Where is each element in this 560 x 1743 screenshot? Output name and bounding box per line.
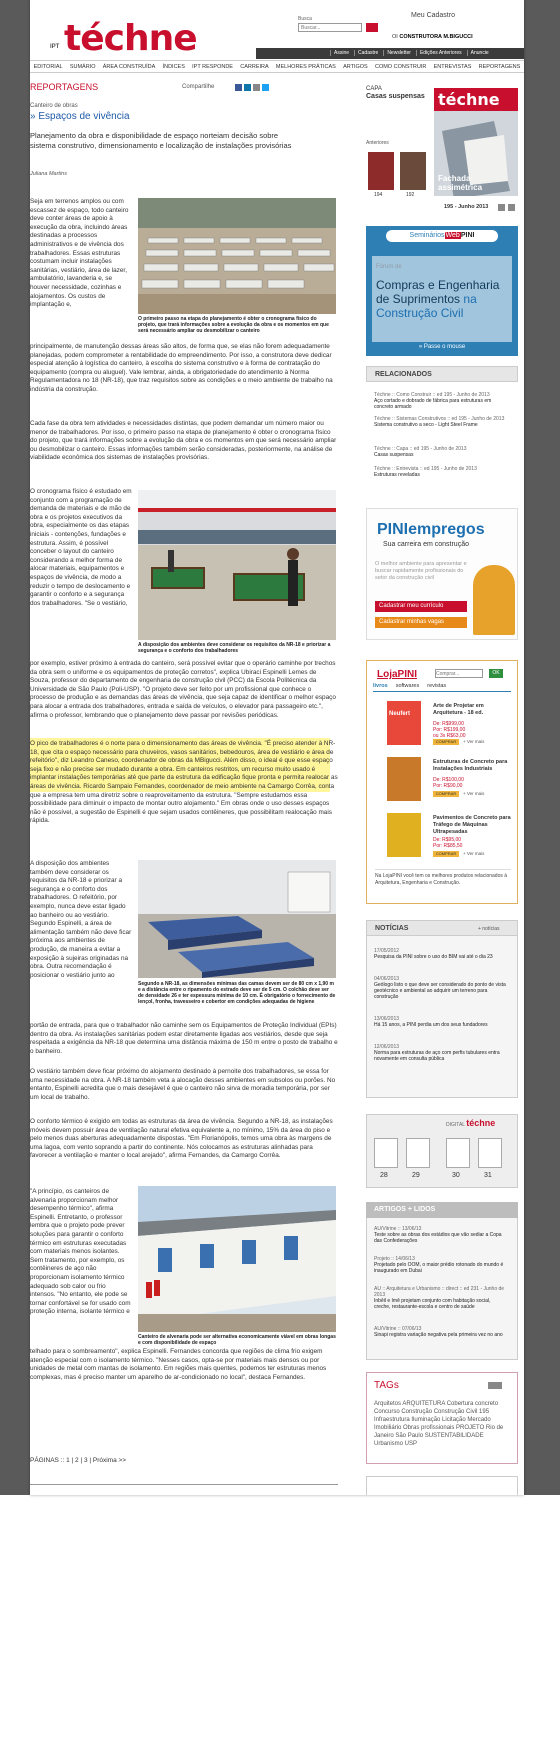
page-background-left (0, 0, 30, 1495)
article-divider (30, 1484, 338, 1485)
news-more-link[interactable]: + notícias (478, 926, 500, 932)
related-title: Sistema construtivo a seco - Light Steel Frame (374, 422, 478, 428)
buy-button[interactable]: COMPRAR (433, 851, 459, 857)
techne-logo[interactable]: téchne (64, 18, 197, 59)
current-cover[interactable] (434, 88, 518, 196)
news-date: 04/06/2013 (374, 976, 400, 982)
article-source: AU/Vitrine :: 07/06/13 (374, 1326, 422, 1332)
tags-toggle-icon[interactable] (488, 1382, 502, 1389)
digital-issue[interactable] (406, 1138, 430, 1168)
photo-construction-site (138, 198, 336, 314)
news-date: 13/06/2013 (374, 1016, 400, 1022)
paragraph-5: A disposição dos ambientes também deve considerar os requisitos da NR-18 e priorizar a segurança e o conforto dos trabalhadores. O refeitório, por exemplo, nunca deve estar ligado ao banheiro ou ao vestiário. Segundo Espinelli, a área de alimentação também não deve ficar próxima aos ambientes de produção, de maneira a evitar a exposição à sujeiras originadas na obra. Outra recomendação é posicionar o vestiário junto ao (30, 860, 132, 979)
product-cover-3[interactable] (387, 813, 421, 857)
loja-tab-softwares[interactable]: softwares (395, 683, 420, 689)
nav-item-melhores-praticas[interactable]: MELHORES PRÁTICAS (275, 63, 336, 70)
product-price-2: Por: R$90,00 (433, 783, 463, 789)
top-links (330, 50, 492, 56)
paragraph-8-continued: telhado para o sombreamento", explica Espinelli. Fernandes concorda que regiões de clima frio exigem atenção especial com o isolamento térmico. "Nesses casos, opta-se por materiais mais densos ou por unidades de metal com mantas de isolamento. Em regiões mais quentes, podemos ter estruturas menos complexas, mas é preciso manter um aparelho de ar-condicionado no local", destaca Fernandes. (30, 1348, 327, 1381)
aerial-site-image (138, 198, 336, 314)
linkedin-icon[interactable] (244, 84, 251, 91)
news-item[interactable] (374, 1044, 508, 1062)
product-title-3[interactable]: Pavimentos de Concreto para Tráfego de Máquinas Ultrapesadas (433, 815, 511, 835)
ad-brand-2: Web (445, 232, 460, 239)
related-header: RELACIONADOS (366, 366, 518, 382)
nav-item-artigos[interactable]: ARTIGOS (343, 63, 368, 70)
nav-item-como-construir[interactable]: COMO CONSTRUIR (374, 63, 427, 70)
search-input[interactable] (298, 23, 362, 32)
article-lead: Planejamento da obra e disponibilidade de espaço norteiam decisão sobre sistema construtivo, dimensionamento e localização de instalações provisórias (30, 131, 292, 150)
digital-issue[interactable] (446, 1138, 470, 1168)
nav-item-indices[interactable]: ÍNDICES (162, 63, 185, 70)
email-icon[interactable] (253, 84, 260, 91)
news-item[interactable] (374, 976, 508, 1000)
nav-item-editorial[interactable]: EDITORIAL (33, 63, 63, 70)
photo-caption-1: O primeiro passo na etapa do planejamento é obter o cronograma físico do projeto, que trará informações sobre a evolução da obra e os momentos em que será necessário ampliar ou desmobilizar o canteiro (138, 316, 329, 334)
paragraph-6: O vestiário também deve ficar próximo do alojamento destinado à pernoite dos trabalhadores, se essa for uma necessidade na obra. A NR-18 também veta a alocação desses ambientes em subsolos ou porões. No entanto, Espinelli acredita que o mais desejável é que o canteiro não sirva de moradia temporária, por ser um local de trabalho. (30, 1068, 336, 1101)
empregos-ad[interactable] (366, 508, 518, 640)
product-cover-2[interactable] (387, 757, 421, 801)
buy-button[interactable]: COMPRAR (433, 739, 459, 745)
photo-dormitory (138, 860, 336, 978)
paragraph-3-continued: por exemplo, estiver próximo à entrada do canteiro, será possível evitar que o operário caminhe por trechos da obra sem o uniforme e os equipamentos de proteção corretos", explica Ubiraci Espinelli Lemes de Souza, professor do departamento de engenharia de construção civil (PCC) da Escola Politécnica da Universidade de São Paulo (Poli-USP). "O projeto deve ser feito por um profissional que conhece o processo de produção e as demandas das áreas de vivência, que seja capaz de identificar o melhor espaço para alocar a entrada dos trabalhadores, entrada e saída de veículos, o elevador para passageiro etc.", afirma o professor, lembrando que o planejamento deve passar por revisões periódicas. (30, 660, 336, 719)
capa-title[interactable]: Casas suspensas (366, 93, 425, 100)
user-greeting (392, 34, 473, 40)
article-source: AU/Vitrine :: 13/06/13 (374, 1226, 422, 1232)
anteriores-label: Anteriores (366, 140, 389, 146)
related-title: Estruturas reveladas (374, 472, 420, 478)
download-icon[interactable] (508, 204, 515, 211)
top-link-register[interactable]: Cadastre (354, 50, 381, 56)
product-cover-1-title: Neufert (389, 711, 411, 717)
related-source: Téchne :: Entrevista :: ed 195 - Junho de 2013 (374, 466, 477, 472)
share-label: Compartilhe (182, 84, 215, 90)
prev-issue-label-1: 194 (374, 192, 383, 198)
article-title: Sinapi registra variação negativa pela primeira vez no ano (374, 1332, 503, 1338)
cover-logo: téchne (434, 88, 518, 111)
related-item[interactable] (374, 466, 508, 478)
cover-headline: Fachada assimétrica (438, 174, 483, 192)
facebook-icon[interactable] (235, 84, 242, 91)
loja-tabs (373, 683, 511, 692)
search-button[interactable] (366, 23, 378, 32)
main-nav (30, 60, 524, 73)
ad-cta[interactable]: » Passe o mouse (418, 344, 466, 350)
photo-caption-3: Segundo a NR-18, as dimensões mínimas das camas devem ser de 80 cm x 1,90 m e a distância entre o ripamento do estrado deve ser de 5 cm. O colchão deve ser de densidade 26 e ter espessura mínima de 10 cm. É obrigatório o fornecimento de lençol, fronha, travesseiro e cobertor em condições adequadas de higiene (138, 981, 336, 1005)
loja-brand: LojaPINI (377, 669, 418, 680)
paragraph-1-continued: principalmente, de manutenção dessas áreas são altos, de forma que, se elas não forem adequadamente planejadas, podem comprometer a rentabilidade do empreendimento. Por isso, a construtora deve dedicar especial atenção à logística do canteiro, à escolha do sistema construtivo e à forma de contratação do equipamento (compra ou aluguel). Vale lembrar, ainda, a obrigatoriedade do atendimento à Norma Regulamentadora no 18 (NR-18), que traz requisitos sobre as condições e o meio ambiente de trabalho na indústria da construção. (30, 343, 333, 393)
current-issue-label: 195 - Junho 2013 (444, 204, 489, 210)
product-old-price-1: De: R$999,00 (433, 721, 464, 727)
see-more-link[interactable]: + Ver mais (463, 791, 485, 796)
news-item[interactable] (374, 948, 508, 960)
sidebar-bottom-box (366, 1476, 518, 1495)
digital-brand (446, 1118, 495, 1128)
paragraph-4: O pico de trabalhadores é o norte para o dimensionamento das áreas de vivência. "É preciso atender à NR-18, que cita o espaço necessário para chuveiros, vasos sanitários, bebedouros, área de vestiário e área de refeitório", diz Leandro Caneso, coordenador de obras da MBigucci. Além disso, o ideal é que esse espaço seja fixo e não precise ser mudado durante a obra. Em canteiros restritos, um recurso muito usado é implantar instalações temporárias até que parte da estrutura da edificação fique pronta e permita realocar as áreas de vivência. Ricardo Sampaio Fernandes, coordenador de meio ambiente na Camargo Corrêa, conta que a empresa tem uma diretriz sobre o reaproveitamento da estrutura. "Sempre estudamos essa possibilidade para diminuir o impacto de montar outro alojamento." Em obras onde o uso desses espaços não é possível, a sugestão de Espinelli é que sejam usados contêineres, que possibilitam realocação mais rápida. (30, 740, 338, 825)
related-title: Aço cortado e dobrado de fábrica para estruturas em concreto armado (374, 398, 492, 410)
photo-recreation-room (138, 490, 336, 640)
paragraph-1: Seja em terrenos amplos ou com escassez de espaço, todo canteiro deve conter áreas de apoio à execução da obra, incluindo áreas destinadas a processos administrativos e de vivência dos trabalhadores. Essas estruturas costumam incluir instalações sanitárias, vestiário, área de lazer, ambulatório, lavanderia e, se houver necessidade, cozinhas e alojamentos. Os custos de implantação e, (30, 198, 129, 309)
nav-item-ipt-responde[interactable]: IPT RESPONDE (192, 63, 233, 70)
loja-ok-button[interactable]: OK (489, 669, 503, 678)
tag-cloud[interactable]: Arquitetos ARQUITETURA Cobertura concreto Concurso Construção Construção Civil 195 Infraestrutura Iluminação Licitação Mercado Imobiliário Obras profissionais PROJETO Rio de Janeiro São Paulo SUSTENTABILIDADE Urbanismo USP (374, 1401, 504, 1447)
article-item[interactable] (374, 1226, 508, 1244)
article-author: Juliana Martins (30, 171, 67, 177)
section-title: REPORTAGENS (30, 82, 99, 92)
twitter-icon[interactable] (262, 84, 269, 91)
article-source: Projeto :: 14/06/13 (374, 1256, 415, 1262)
digital-day: 29 (412, 1172, 420, 1179)
empregos-text: O melhor ambiente para apresentar e buscar rapidamente profissionais do setor da construção civil (375, 561, 467, 581)
news-title: Há 15 anos, a PINI perdia um dos seus fundadores (374, 1022, 488, 1028)
loja-tab-revistas[interactable]: revistas (427, 683, 447, 689)
paragraph-8: "A princípio, os canteiros de alvenaria proporcionam melhor desempenho térmico", afirma Espinelli. Entretanto, o professor lembra que o projeto pode prever soluções para garantir o conforto térmico em estruturas executadas com materiais menos isolantes. Sem tratamento, por exemplo, os contêineres de aço não proporcionam isolamento térmico adequado sob calor ou frio intensos. "No entanto, ele pode se tornar confortável se for usado com proteção interna, isolante térmico e (30, 1188, 131, 1316)
articles-header: ARTIGOS + LIDOS (366, 1202, 518, 1218)
news-box (366, 920, 518, 1098)
dormitory-beds-image (138, 860, 336, 978)
prev-issue-label-2: 192 (406, 192, 415, 198)
user-greeting-prefix: OI (392, 34, 398, 40)
breadcrumb[interactable]: Canteiro de obras (30, 103, 78, 109)
pagination[interactable]: PÁGINAS :: 1 | 2 | 3 | Próxima >> (30, 1457, 127, 1464)
news-date: 12/06/2013 (374, 1044, 400, 1050)
product-cover-1[interactable] (387, 701, 421, 745)
digital-logo: téchne (466, 1118, 496, 1128)
article-item[interactable] (374, 1326, 508, 1338)
photo-caption-2: A disposição dos ambientes deve considerar os requisitos da NR-18 e priorizar a segurança e o conforto dos trabalhadores (138, 642, 331, 654)
pool-table-image (138, 490, 336, 640)
top-link-subscribe[interactable]: Assine (330, 50, 352, 56)
top-link-newsletter[interactable]: Newsletter (383, 50, 414, 56)
product-price-1: Por: R$199,00 (433, 727, 466, 733)
tags-header: TAGs (374, 1380, 399, 1391)
related-title: Casas suspensas (374, 452, 414, 458)
product-old-price-2: De: R$100,00 (433, 777, 464, 783)
product-old-price-3: De: R$95,00 (433, 837, 462, 843)
worker-illustration (473, 565, 515, 635)
paragraph-3: O cronograma físico é estudado em conjunto com a programação de demanda de materiais e de mão de obra e os projetos executivos da obra, especialmente os das etapas iniciais - contenções, fundações e estrutura. Assim, é possível conceber o layout do canteiro considerando a melhor forma de alocar materiais, equipamentos e espaços de vivência, de modo a reduzir o tempo de deslocamento e garantir o conforto e a segurança dos trabalhadores. "Se o vestiário, (30, 488, 132, 607)
digital-issue[interactable] (374, 1138, 398, 1168)
loja-pini (366, 660, 518, 904)
user-name: CONSTRUTORA M.BIGUCCI (399, 34, 473, 40)
article-item[interactable] (374, 1256, 508, 1274)
ad-brand-bar (386, 230, 498, 242)
zoom-icon[interactable] (498, 204, 505, 211)
top-link-previous-editions[interactable]: Edições Anteriores (416, 50, 465, 56)
product-price-3: Por: R$85,50 (433, 843, 463, 849)
article-title-text: Espaços de vivência (38, 111, 130, 122)
ad-title-a: Compras e Engenharia de Suprimentos (376, 278, 500, 306)
ad-title (376, 278, 510, 320)
article-title: » Espaços de vivência (30, 111, 130, 122)
product-title-1[interactable]: Arte de Projetar em Arquitetura - 18 ed. (433, 703, 484, 716)
related-source: Téchne :: Sistemas Construtivos :: ed 195 - Junho de 2013 (374, 416, 505, 422)
site-header (30, 6, 524, 60)
news-title: Geólogo listo o que deve ser considerado do ponto de vista geotécnico e ambiental ao adquirir um terreno para construção (374, 982, 506, 1000)
digital-day: 31 (484, 1172, 492, 1179)
related-source: Téchne :: Capa :: ed 195 - Junho de 2013 (374, 446, 467, 452)
prev-issue-2[interactable] (400, 152, 426, 190)
buy-button[interactable]: COMPRAR (433, 791, 459, 797)
article-item[interactable] (374, 1286, 508, 1310)
ad-title-b: na Construção Civil (376, 292, 477, 320)
loja-search-input[interactable] (435, 669, 483, 678)
prev-issue-1[interactable] (368, 152, 394, 190)
masonry-building-image (138, 1186, 336, 1332)
nav-item-sumario[interactable]: SUMÁRIO (69, 63, 96, 70)
article-title: Teste sobre as obras dos estádios que vão sediar a Copa das Confederações (374, 1232, 502, 1244)
nav-item-entrevistas[interactable]: ENTREVISTAS (433, 63, 472, 70)
related-item[interactable] (374, 416, 508, 428)
article-source: AU :: Arquitetura e Urbanismo :: direct :: ed 231 - Junho de 2013 (374, 1286, 505, 1298)
paragraph-2: Cada fase da obra tem atividades e necessidades distintas, que podem demandar um número maior ou menor de trabalhadores. Por isso, o primeiro passo na etapa de planejamento é obter o cronograma físico do projeto, que trará informações sobre a evolução da obra e os momentos em que será necessário ampliar ou desmobilizar o canteiro. Essas informações também serão consideradas, posteriormente, na análise de viabilidade econômica dos sistemas de instalações provisórias. (30, 420, 337, 462)
article-title: Inbêil e Imê projetam conjunto com habitação social, creche, restaurante-escola e centro de saúde (374, 1298, 491, 1310)
digital-day: 30 (452, 1172, 460, 1179)
digital-issue[interactable] (478, 1138, 502, 1168)
news-header: NOTÍCIAS (366, 920, 518, 936)
article-title: Projetado pelo OOM, o maior prédio rotonado do mundo é inaugurado em Dubai (374, 1262, 504, 1274)
my-register-link[interactable]: Meu Cadastro (411, 12, 455, 19)
nav-item-carreira[interactable]: CARREIRA (240, 63, 269, 70)
empregos-cv-button[interactable]: Cadastrar meu currículo (375, 601, 467, 612)
photo-caption-4: Canteiro de alvenaria pode ser alternativa economicamente viável em obras longas e com disponibilidade de espaço (138, 1334, 336, 1346)
nav-item-reportagens[interactable]: REPORTAGENS (478, 63, 521, 70)
news-date: 17/05/2012 (374, 948, 400, 954)
loja-footer: Na LojaPINI você tem os melhores produtos relacionados à Arquitetura, Engenharia e Construção. (375, 869, 511, 886)
related-source: Téchne :: Como Construir :: ed 195 - Junho de 2013 (374, 392, 490, 398)
ad-brand-1: Seminários (409, 232, 445, 239)
capa-label: CAPA (366, 86, 382, 92)
news-item[interactable] (374, 1016, 508, 1028)
news-title: Norma para estruturas de aço com perfis tubulares entra novamente em consulta pública (374, 1050, 500, 1062)
digital-day: 28 (380, 1172, 388, 1179)
related-item[interactable] (374, 392, 508, 410)
photo-masonry-site (138, 1186, 336, 1332)
product-title-2[interactable]: Estruturas de Concreto para Instalações Industriais (433, 759, 508, 772)
page-background-right (524, 0, 560, 1495)
ipt-logo: IPT (50, 44, 60, 50)
nav-item-area-construida[interactable]: ÁREA CONSTRUÍDA (102, 63, 156, 70)
digital-brand-text: DIGITAL (446, 1122, 465, 1128)
page-frame (30, 0, 524, 1495)
empregos-jobs-button[interactable]: Cadastrar minhas vagas (375, 617, 467, 628)
see-more-link[interactable]: + Ver mais (463, 739, 485, 744)
top-link-advertise[interactable]: Anuncie (467, 50, 492, 56)
empregos-brand: PINIempregos (377, 521, 485, 538)
search-label: Busca (298, 16, 312, 22)
see-more-link[interactable]: + Ver mais (463, 851, 485, 856)
news-title: Pesquisa da PINI sobre o uso do BIM vai até o dia 23 (374, 954, 493, 960)
ad-brand-3: PINI (460, 232, 475, 239)
empregos-subtitle: Sua carreira em construção (383, 541, 469, 548)
paragraph-7: O conforto térmico é exigido em todas as estruturas da área de vivência. Segundo a NR-18, as instalações móveis devem possuir área de ventilação natural efetiva equivalente a, no mínimo, 15% da área do piso e pelo menos duas aberturas adequadamente dispostas. "Em Florianópolis, temos uma obra às margens de uma lagoa, com vento soprando a partir do continente. Nós colocamos as estruturas alinhadas para favorecer a ventilação e manter o local arejado", afirma Fernandes, da Camargo Corrêa. (30, 1118, 333, 1160)
related-item[interactable] (374, 446, 508, 458)
paragraph-5-continued: portão de entrada, para que o trabalhador não caminhe sem os Equipamentos de Proteção Individual (EPIs) dentro da obra. As instalações sanitárias podem estar diretamente ligadas aos vestiários, desde que seja respeitada a exigência da NR-18 que determina uma distância máxima de 150 m entre o posto de trabalho e o banheiro. (30, 1022, 338, 1055)
product-installment-1: ou 3x R$63,00 (433, 733, 466, 739)
loja-tab-livros[interactable]: livros (373, 683, 388, 689)
seminar-ad[interactable] (366, 226, 518, 356)
